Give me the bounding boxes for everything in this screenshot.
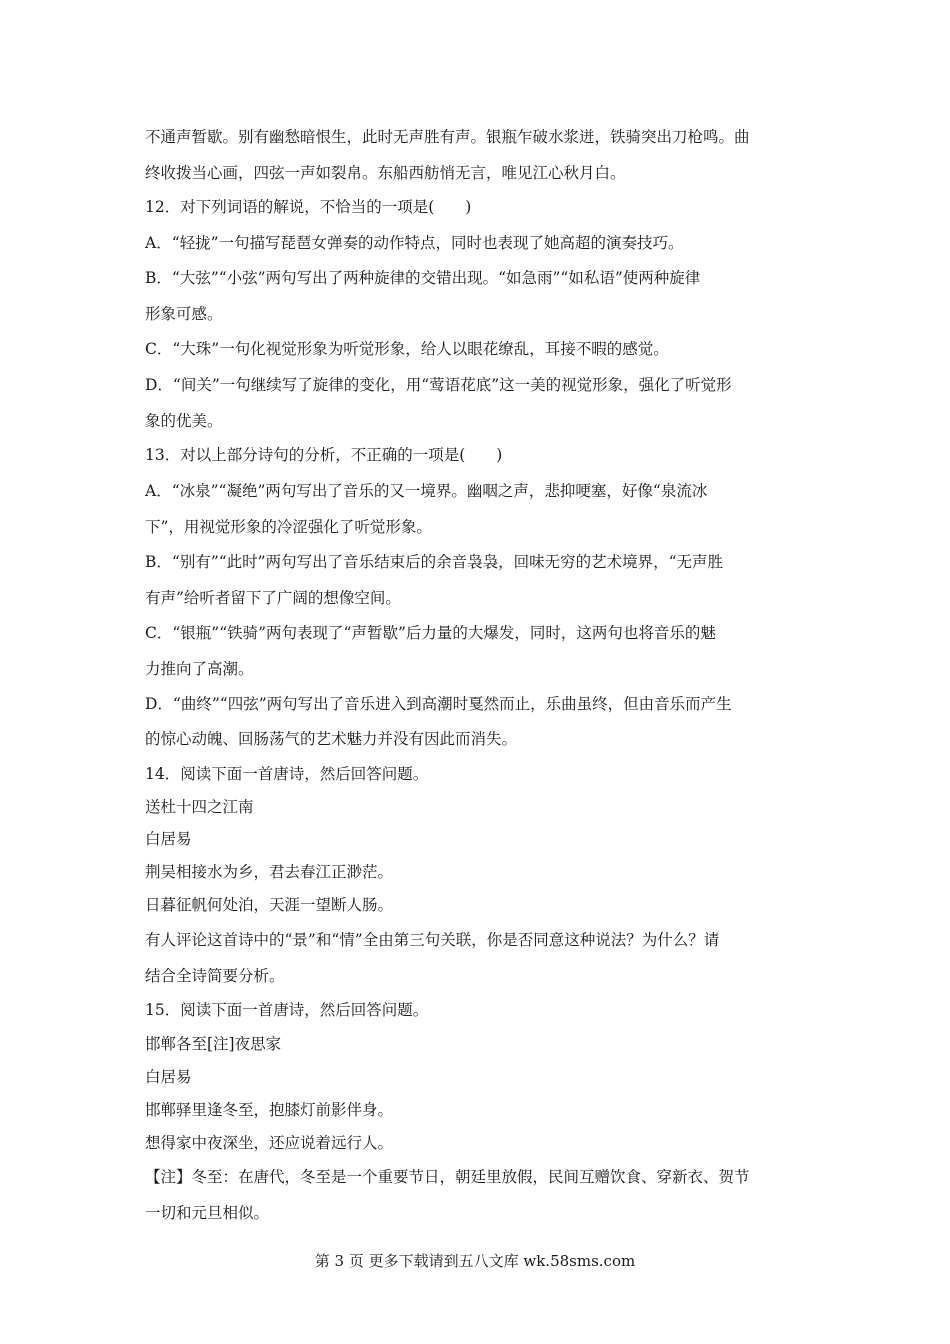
text-line: 12．对下列词语的解说，不恰当的一项是( ) [145,198,472,216]
text-line: 一切和元旦相似。 [145,1204,270,1222]
text-line: D．“间关”一句继续写了旋律的变化，用“莺语花底”这一美的视觉形象，强化了听觉形 [145,376,732,394]
text-line: 日暮征帆何处泊，天涯一望断人肠。 [145,896,394,914]
text-line: 不通声暂歇。别有幽愁暗恨生，此时无声胜有声。银瓶乍破水浆迸，铁骑突出刀枪鸣。曲 [145,128,750,146]
text-line: A．“轻拢”一句描写琵琶女弹奏的动作特点，同时也表现了她高超的演奏技巧。 [145,234,684,252]
text-line: 14．阅读下面一首唐诗，然后回答问题。 [145,765,429,783]
text-line: 象的优美。 [145,412,223,430]
text-line: B．“大弦”“小弦”两句写出了两种旋律的交错出现。“如急雨”“如私语”使两种旋律 [145,269,701,287]
text-line: 邯郸驿里逢冬至，抱膝灯前影伴身。 [145,1101,394,1119]
text-line: 有人评论这首诗中的“景”和“情”全由第三句关联，你是否同意这种说法？为什么？请 [145,931,720,949]
text-line: 结合全诗简要分析。 [145,967,285,985]
text-line: D．“曲终”“四弦”两句写出了音乐进入到高潮时戛然而止，乐曲虽终，但由音乐而产生 [145,695,732,713]
text-line: 有声”给听者留下了广阔的想像空间。 [145,589,401,607]
text-line: 下”，用视觉形象的冷涩强化了听觉形象。 [145,518,432,536]
text-line: C．“大珠”一句化视觉形象为听觉形象，给人以眼花缭乱，耳接不暇的感觉。 [145,340,669,358]
text-line: 终收拨当心画，四弦一声如裂帛。东船西舫悄无言，唯见江心秋月白。 [145,164,626,182]
text-line: 荆吴相接水为乡，君去春江正渺茫。 [145,863,394,881]
text-line: 形象可感。 [145,305,223,323]
text-line: 想得家中夜深坐，还应说着远行人。 [145,1134,394,1152]
page-footer: 第 3 页 更多下载请到五八文库 wk.58sms.com [314,1252,636,1270]
text-line: 邯郸各至[注]夜思家 [145,1035,282,1053]
text-line: 13．对以上部分诗句的分析，不正确的一项是( ) [145,446,503,464]
text-line: 力推向了高潮。 [145,660,254,678]
text-line: C．“银瓶”“铁骑”两句表现了“声暂歇”后力量的大爆发，同时，这两句也将音乐的魅 [145,624,716,642]
text-line: B．“别有”“此时”两句写出了音乐结束后的余音袅袅，回味无穷的艺术境界，“无声胜 [145,553,724,571]
text-line: 白居易 [145,1068,192,1086]
text-line: 的惊心动魄、回肠荡气的艺术魅力并没有因此而消失。 [145,730,518,748]
text-line: 15．阅读下面一首唐诗，然后回答问题。 [145,1001,429,1019]
text-line: 送杜十四之江南 [145,798,254,816]
text-line: A．“冰泉”“凝绝”两句写出了音乐的又一境界。幽咽之声，悲抑哽塞，好像“泉流冰 [145,482,708,500]
text-line: 白居易 [145,830,192,848]
text-line: 【注】冬至：在唐代，冬至是一个重要节日，朝廷里放假，民间互赠饮食、穿新衣、贺节 [145,1168,750,1186]
